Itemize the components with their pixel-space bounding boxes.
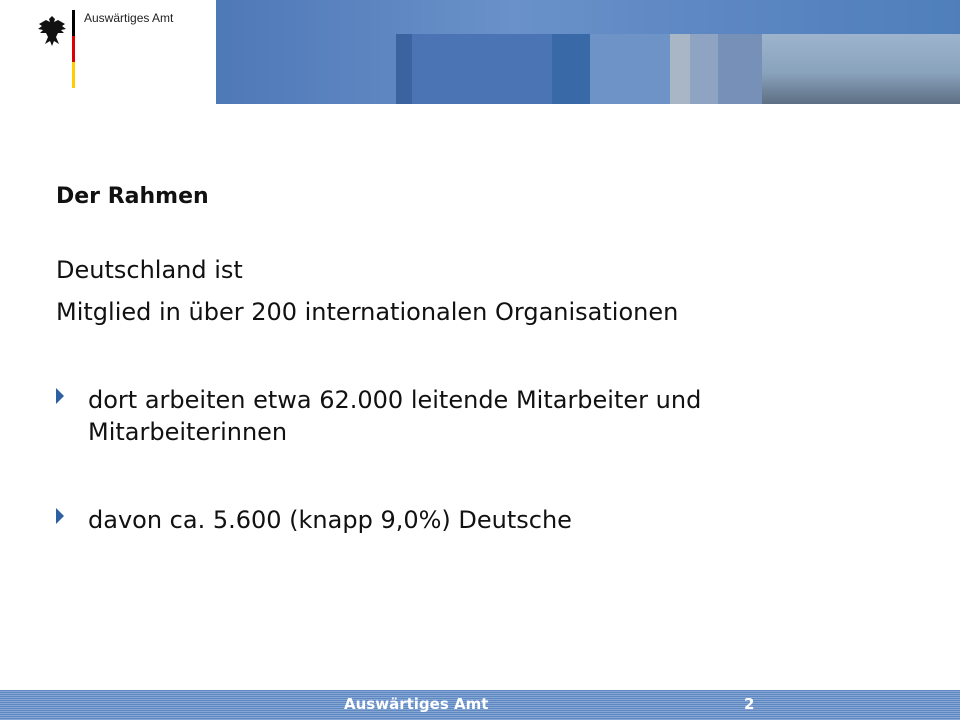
intro-line-2: Mitglied in über 200 internationalen Organisationen	[56, 298, 679, 326]
logo-text: Auswärtiges Amt	[84, 11, 174, 25]
bullet-text: dort arbeiten etwa 62.000 leitende Mitarbeiter und Mitarbeiterinnen	[88, 386, 702, 446]
bullet-arrow-icon	[56, 508, 64, 524]
eagle-icon	[37, 14, 67, 48]
header-logo	[0, 0, 216, 104]
footer-bar	[0, 690, 960, 720]
banner-building-photo	[762, 34, 960, 104]
page-number: 2	[744, 695, 755, 713]
intro-line-1: Deutschland ist	[56, 256, 243, 284]
slide-title: Der Rahmen	[56, 184, 209, 209]
bullet-arrow-icon	[56, 388, 64, 404]
bullet-text: davon ca. 5.600 (knapp 9,0%) Deutsche	[88, 506, 572, 534]
header-banner	[216, 0, 960, 104]
footer-label: Auswärtiges Amt	[344, 695, 489, 713]
flag-bar	[72, 10, 75, 88]
